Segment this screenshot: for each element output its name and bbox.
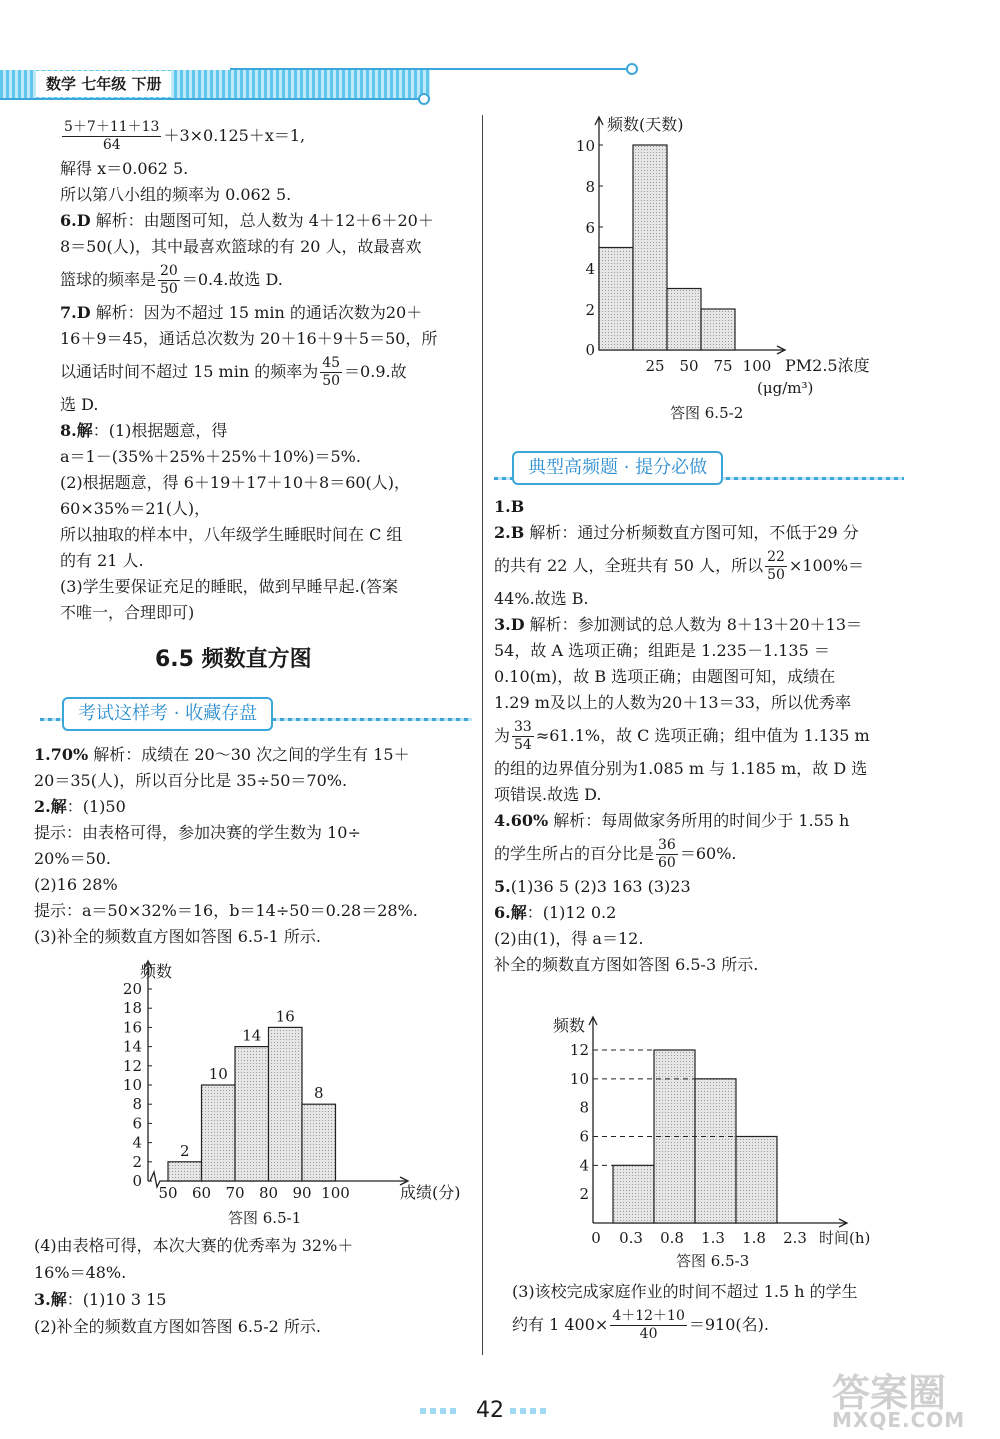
text-line <box>60 182 470 208</box>
numerator: 22 <box>767 549 785 565</box>
line-text: ：(1)根据题意，得 <box>92 421 228 440</box>
watermark-logo: 答案圈 <box>832 1371 947 1415</box>
denominator: 50 <box>160 281 178 297</box>
y-tick-label: 0 <box>585 341 595 359</box>
text-line <box>494 782 924 808</box>
line-text: 提示：a＝50×32%＝16，b＝14÷50＝0.28＝28%. <box>34 901 418 920</box>
x-axis-unit: (μg/m³) <box>757 379 814 397</box>
right-column-block-2 <box>512 1279 932 1345</box>
text-line <box>60 234 470 260</box>
y-tick-label: 0 <box>132 1172 142 1190</box>
text-line <box>60 548 470 574</box>
line-text: ：(1)50 <box>66 797 126 816</box>
text-line <box>60 470 470 496</box>
y-tick-label: 18 <box>122 999 142 1018</box>
text-line <box>494 808 924 834</box>
text-line <box>60 600 470 626</box>
line-text: 提示：由表格可得，参加决赛的学生数为 10÷ <box>34 823 361 842</box>
y-tick-label: 4 <box>585 260 595 278</box>
y-tick-label: 8 <box>132 1095 142 1114</box>
denominator: 54 <box>514 737 532 753</box>
line-text: 所以抽取的样本中，八年级学生睡眠时间在 C 组 <box>60 525 403 544</box>
question-number: 3.解 <box>34 1290 67 1309</box>
line-text: (3)学生要保证充足的睡眠，做到早睡早起.(答案 <box>60 577 398 596</box>
numerator: 33 <box>514 719 532 735</box>
histogram-bar <box>613 1165 654 1223</box>
text-line <box>60 116 470 156</box>
caption-6-5-1: 答图 6.5-1 <box>228 1209 302 1227</box>
bar-value-label: 2 <box>179 1141 190 1160</box>
line-text: (2)补全的频数直方图如答图 6.5-2 所示. <box>34 1317 321 1336</box>
histogram-bar <box>667 289 701 351</box>
line-text: 1.29 m及以上的人数为20＋13＝33，所以优秀率 <box>494 693 851 712</box>
line-text: 0.10(m)，故 B 选项正确；由题图可知，成绩在 <box>494 667 836 686</box>
text-line <box>34 872 470 898</box>
line-text: 项错误.故选 D. <box>494 785 602 804</box>
y-tick-label: 12 <box>569 1041 589 1059</box>
text-line <box>60 260 470 300</box>
text-line <box>34 1259 470 1286</box>
text-line <box>494 756 924 782</box>
y-axis-label: 频数 <box>139 962 173 981</box>
text-line <box>512 1279 932 1305</box>
line-text: (2)由(1)，得 a＝12. <box>494 929 644 948</box>
denominator: 64 <box>102 137 121 153</box>
line-text: ：(1)12 0.2 <box>526 903 617 922</box>
y-tick-label: 10 <box>569 1069 589 1088</box>
x-tick-label: 0.8 <box>660 1229 684 1247</box>
header-dot-right <box>626 63 638 75</box>
text-line <box>34 742 470 768</box>
left-column-block-1 <box>60 116 470 626</box>
histogram-bar <box>695 1079 736 1223</box>
line-text: 的有 21 人. <box>60 551 144 570</box>
question-number: 3.D <box>494 615 525 634</box>
text-line <box>34 1232 470 1259</box>
histogram-bar <box>235 1047 269 1181</box>
text-line <box>60 156 470 182</box>
text-line <box>512 1305 932 1345</box>
histogram-bar <box>269 1027 303 1181</box>
bar-value-label: 8 <box>313 1084 324 1103</box>
x-tick-label: 50 <box>679 357 699 375</box>
histogram-bar <box>168 1162 202 1181</box>
text-line <box>60 208 470 234</box>
line-text: 44%.故选 B. <box>494 589 589 608</box>
text-line <box>60 444 470 470</box>
line-text: 8＝50(人)，其中最喜欢篮球的有 20 人，故最喜欢 <box>60 237 422 256</box>
text-line <box>60 418 470 444</box>
right-column-block-1 <box>494 494 924 978</box>
line-text: 约有 1 400× <box>512 1315 609 1334</box>
watermark-url: MXQE.COM <box>832 1408 966 1432</box>
line-text: 篮球的频率是 <box>60 270 157 289</box>
text-line <box>34 768 470 794</box>
question-number: 7.D <box>60 303 91 322</box>
y-tick-label: 10 <box>575 137 595 155</box>
text-line <box>34 1313 470 1340</box>
line-text: 解析：参加测试的总人数为 8＋13＋20＋13＝ <box>524 615 863 634</box>
x-tick-label: 75 <box>713 357 733 375</box>
text-line <box>494 520 924 546</box>
x-tick-label: 0 <box>591 1229 601 1247</box>
question-number: 4.60% <box>494 811 549 830</box>
denominator: 40 <box>639 1326 658 1342</box>
numerator: 45 <box>322 355 341 371</box>
line-text: 解析：通过分析频数直方图可知，不低于29 分 <box>524 523 859 542</box>
text-line <box>494 494 924 520</box>
question-number: 6.解 <box>494 903 527 922</box>
text-line <box>60 300 470 326</box>
text-line <box>494 664 924 690</box>
line-text: 的共有 22 人，全班共有 50 人，所以 <box>494 556 764 575</box>
question-number: 5. <box>494 877 511 896</box>
y-tick-label: 2 <box>132 1152 142 1171</box>
header-dot-left <box>418 93 430 105</box>
text-line <box>494 900 924 926</box>
fraction <box>158 263 180 298</box>
line-text: ＝910(名). <box>688 1315 769 1334</box>
x-tick-label: 50 <box>158 1184 178 1202</box>
text-line <box>494 612 924 638</box>
x-tick-label: 100 <box>321 1184 350 1202</box>
line-text: (1)36 5 (2)3 163 (3)23 <box>510 877 691 896</box>
numerator: 36 <box>658 837 676 853</box>
line-text: 不唯一，合理即可) <box>60 603 195 622</box>
y-tick-label: 14 <box>122 1037 142 1056</box>
histogram-bar <box>701 309 735 350</box>
text-line <box>494 690 924 716</box>
chart-6-5-2 <box>575 110 870 400</box>
text-line <box>494 926 924 952</box>
x-tick-label: 100 <box>742 357 772 375</box>
line-text: ×100%＝ <box>788 556 865 575</box>
text-line <box>34 924 470 950</box>
line-text: ：(1)10 3 15 <box>66 1290 167 1309</box>
histogram-bar <box>633 145 667 350</box>
text-line <box>494 638 924 664</box>
left-column-block-2 <box>34 742 470 950</box>
y-tick-label: 12 <box>122 1056 142 1075</box>
line-text: ≈61.1%，故 C 选项正确；组中值为 1.135 m <box>535 726 870 745</box>
line-text: 以通话时间不超过 15 min 的频率为 <box>60 362 319 381</box>
numerator: 20 <box>160 263 178 279</box>
question-number: 1.70% <box>34 745 89 764</box>
bar-value-label: 14 <box>242 1026 262 1045</box>
text-line <box>60 496 470 522</box>
line-text: 20%＝50. <box>34 849 112 868</box>
line-text: 为 <box>494 726 511 745</box>
line-text: 60×35%＝21(人)， <box>60 499 211 518</box>
header-rule-bottom <box>0 98 422 100</box>
question-number: 2.B <box>494 523 525 542</box>
y-tick-label: 6 <box>579 1127 589 1146</box>
x-tick-label: 0.3 <box>619 1229 643 1247</box>
line-text: 54，故 A 选项正确；组距是 1.235－1.135 ＝ <box>494 641 830 660</box>
text-line <box>34 820 470 846</box>
denominator: 50 <box>767 567 785 583</box>
text-line <box>494 874 924 900</box>
line-text: ＋3×0.125＋x＝1, <box>163 126 306 145</box>
histogram-bar <box>202 1085 236 1181</box>
line-text: 的组的边界值分别为1.085 m 与 1.185 m，故 D 选 <box>494 759 868 778</box>
histogram-bar <box>736 1137 777 1224</box>
text-line <box>494 952 924 978</box>
x-tick-label: 1.3 <box>701 1229 725 1247</box>
fraction <box>610 1308 687 1343</box>
x-tick-label: 1.8 <box>742 1229 766 1247</box>
y-tick-label: 20 <box>122 980 142 998</box>
y-tick-label: 6 <box>585 219 595 237</box>
y-axis-label: 频数(天数) <box>607 115 684 134</box>
line-text: (2)16 28% <box>34 875 118 894</box>
x-tick-label: 25 <box>645 357 665 375</box>
y-tick-label: 4 <box>132 1133 142 1152</box>
y-tick-label: 2 <box>579 1185 589 1204</box>
header-label: 数学 七年级 下册 <box>36 71 171 97</box>
line-text: 解得 x＝0.062 5. <box>60 159 189 178</box>
line-text: ＝0.9.故 <box>344 362 407 381</box>
fraction <box>656 837 678 872</box>
column-divider <box>482 115 483 1355</box>
text-line <box>494 586 924 612</box>
denominator: 50 <box>322 373 341 389</box>
fraction <box>512 719 534 754</box>
line-text: 解析：因为不超过 15 min 的通话次数为20＋ <box>90 303 423 322</box>
footer-deco-right <box>510 1408 550 1414</box>
section-title: 6.5 频数直方图 <box>155 647 312 672</box>
text-line <box>34 898 470 924</box>
line-text: 选 D. <box>60 395 99 414</box>
y-tick-label: 4 <box>579 1156 589 1175</box>
text-line <box>60 352 470 392</box>
page-number: 42 <box>476 1398 504 1423</box>
denominator: 60 <box>658 855 676 871</box>
text-line <box>60 574 470 600</box>
footer-deco-left <box>420 1408 460 1414</box>
text-line <box>34 1286 470 1313</box>
caption-6-5-3: 答图 6.5-3 <box>676 1252 750 1270</box>
y-tick-label: 6 <box>132 1114 142 1133</box>
chart-6-5-3 <box>545 1010 890 1250</box>
bar-value-label: 16 <box>275 1007 295 1026</box>
x-axis-label: 时间(h) <box>819 1229 871 1247</box>
line-text: 16%＝48%. <box>34 1263 127 1282</box>
text-line <box>60 522 470 548</box>
line-text: 16＋9＝45，通话总次数为 20＋16＋9＋5＝50，所 <box>60 329 438 348</box>
banner-exam: 考试这样考 · 收藏存盘 <box>62 697 273 731</box>
y-tick-label: 8 <box>579 1098 589 1117</box>
histogram-bar <box>599 248 633 351</box>
line-text: ＝60%. <box>679 844 737 863</box>
text-line <box>494 834 924 874</box>
line-text: (3)该校完成家庭作业的时间不超过 1.5 h 的学生 <box>512 1282 858 1301</box>
question-number: 8.解 <box>60 421 93 440</box>
x-tick-label: 60 <box>191 1184 212 1202</box>
x-tick-label: 70 <box>225 1184 245 1202</box>
bar-value-label: 10 <box>208 1065 228 1083</box>
y-tick-label: 2 <box>585 301 595 319</box>
y-tick-label: 16 <box>122 1018 142 1037</box>
x-axis-label: 成绩(分) <box>400 1183 461 1202</box>
text-line <box>34 794 470 820</box>
line-text: 的学生所占的百分比是 <box>494 844 655 863</box>
numerator: 5＋7＋11＋13 <box>64 119 160 135</box>
x-axis-label: PM2.5浓度 <box>785 356 870 375</box>
y-tick-label: 8 <box>585 178 595 196</box>
line-text: (2)根据题意，得 6＋19＋17＋10＋8＝60(人)， <box>60 473 411 492</box>
fraction <box>765 549 787 584</box>
fraction <box>62 119 161 154</box>
histogram-bar <box>302 1104 336 1181</box>
line-text: ＝0.4.故选 D. <box>181 270 283 289</box>
line-text: 解析：成绩在 20～30 次之间的学生有 15＋ <box>88 745 410 764</box>
line-text: 补全的频数直方图如答图 6.5-3 所示. <box>494 955 759 974</box>
question-number: 1.B <box>494 497 525 516</box>
question-number: 6.D <box>60 211 91 230</box>
question-number: 2.解 <box>34 797 67 816</box>
fraction <box>320 355 342 390</box>
line-text: (3)补全的频数直方图如答图 6.5-1 所示. <box>34 927 321 946</box>
text-line <box>34 846 470 872</box>
text-line <box>60 326 470 352</box>
x-tick-label: 2.3 <box>783 1229 807 1247</box>
y-tick-label: 10 <box>122 1076 142 1094</box>
text-line <box>60 392 470 418</box>
text-line <box>494 546 924 586</box>
caption-6-5-2: 答图 6.5-2 <box>670 404 744 422</box>
banner-highfreq: 典型高频题 · 提分必做 <box>512 451 723 485</box>
line-text: 20＝35(人)，所以百分比是 35÷50＝70%. <box>34 771 348 790</box>
numerator: 4＋12＋10 <box>612 1308 685 1324</box>
line-text: (4)由表格可得，本次大赛的优秀率为 32%＋ <box>34 1236 354 1255</box>
left-column-block-3 <box>34 1232 470 1340</box>
line-text: 解析：由题图可知，总人数为 4＋12＋6＋20＋ <box>90 211 434 230</box>
x-tick-label: 90 <box>292 1184 312 1202</box>
chart-6-5-1 <box>100 955 461 1203</box>
x-tick-label: 80 <box>258 1184 279 1202</box>
line-text: 所以第八小组的频率为 0.062 5. <box>60 185 292 204</box>
line-text: a＝1－(35%＋25%＋25%＋10%)＝5%. <box>60 447 361 466</box>
line-text: 解析：每周做家务所用的时间少于 1.55 h <box>548 811 850 830</box>
text-line <box>494 716 924 756</box>
y-axis-label: 频数 <box>553 1016 586 1035</box>
